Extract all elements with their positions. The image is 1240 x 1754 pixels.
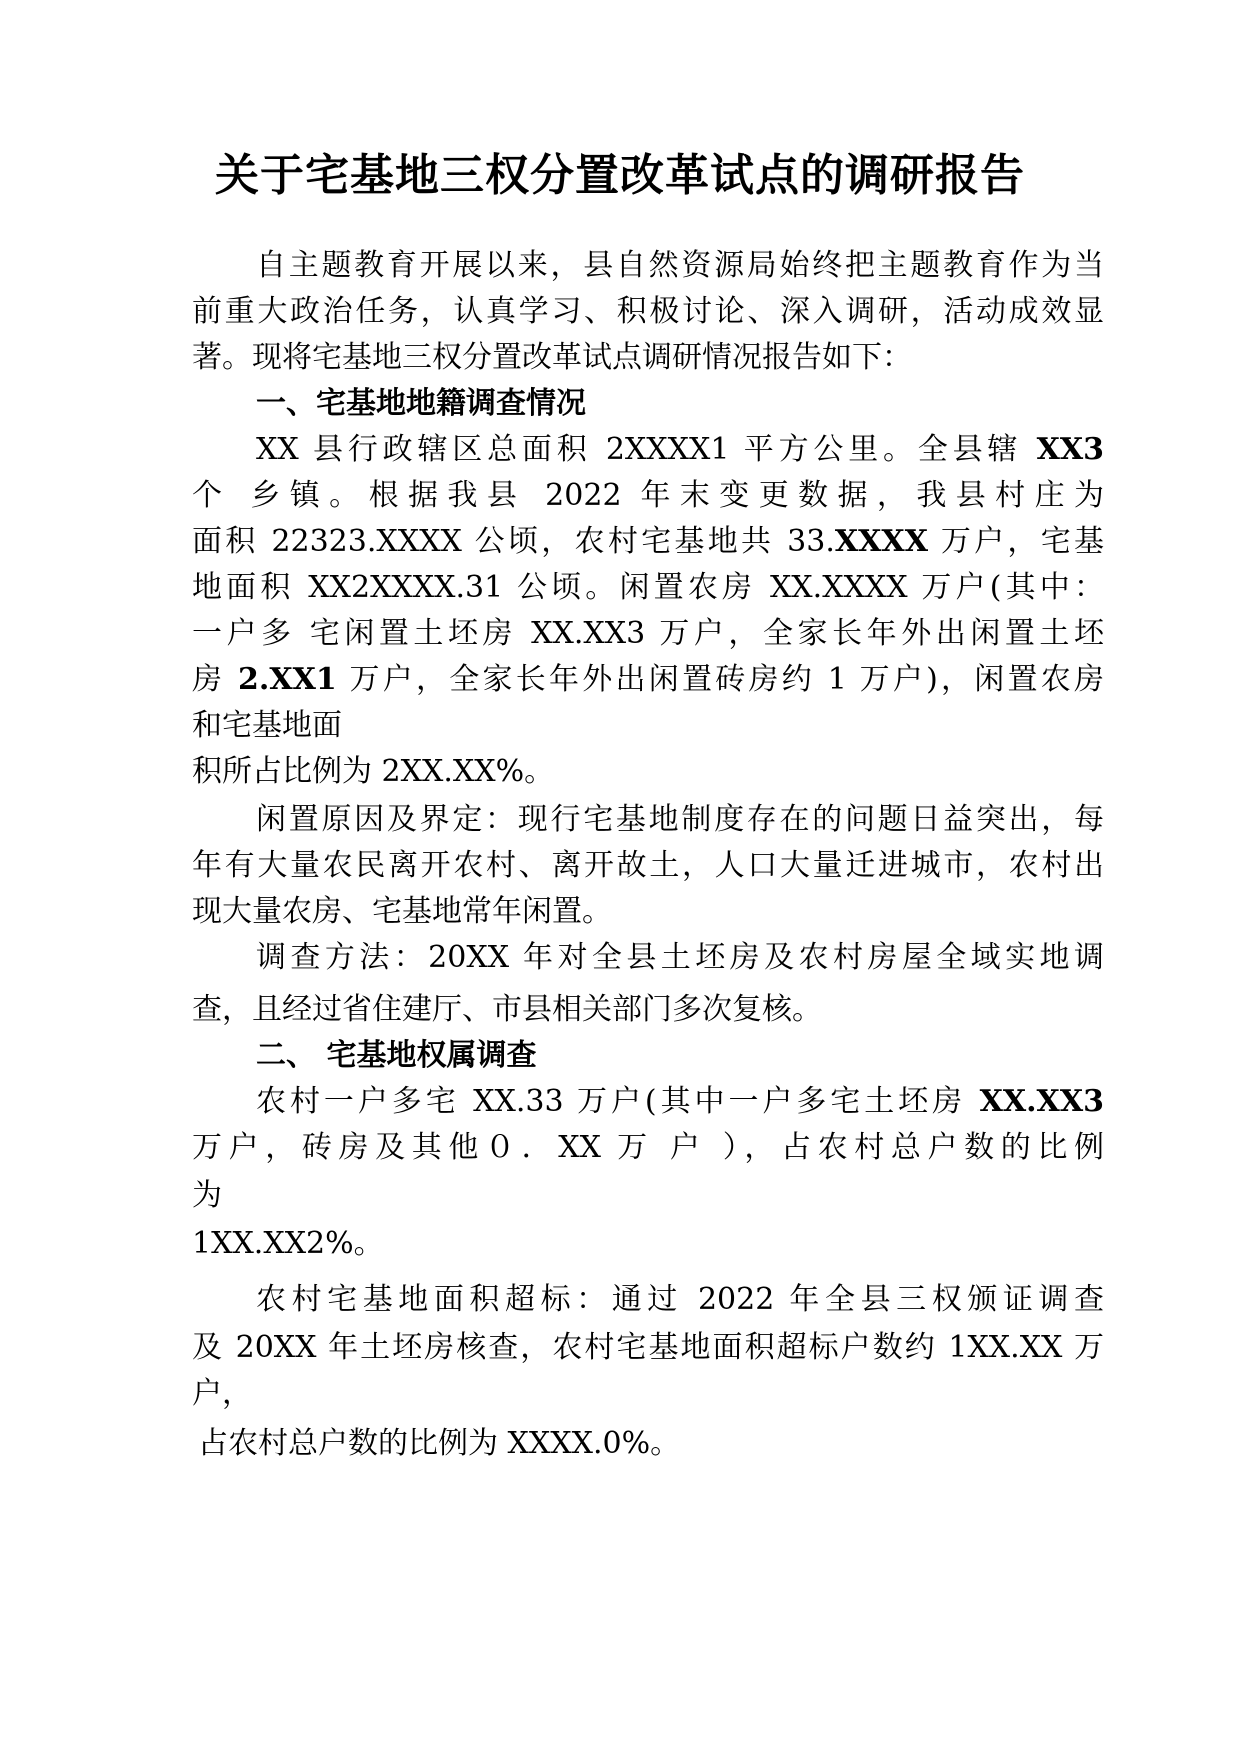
bold-text-run: 2.XX1 <box>238 662 337 697</box>
section1-p1-line-3 <box>192 522 1104 562</box>
section1-p3-line-2: 查，且经过省住建厅、市县相关部门多次复核。 <box>192 992 822 1027</box>
section1-p1-line-4: 地面积 XX2XXXX.31 公顷。闲置农房 XX.XXXX 万户(其中： <box>192 570 1104 605</box>
bold-text-run: XXXX <box>834 524 928 559</box>
section2-p2-line-3: 户， <box>192 1376 252 1411</box>
section1-p1-line-5: 一户多 宅闲置土坯房 XX.XX3 万户，全家长年外出闲置土坯 <box>192 616 1104 651</box>
section2-p1-line-1 <box>256 1082 1104 1122</box>
intro-line-3: 著。现将宅基地三权分置改革试点调研情况报告如下： <box>192 340 912 375</box>
text-run: 万户，全家长年外出闲置砖房约 1 万户)，闲置农房 <box>336 662 1104 697</box>
section2-p2-line-2: 及 20XX 年土坯房核查，农村宅基地面积超标户数约 1XX.XX 万 <box>192 1330 1104 1365</box>
section1-p2-line-3: 现大量农房、宅基地常年闲置。 <box>192 894 612 929</box>
section1-p1-line-2: 个 乡镇。根据我县 2022 年末变更数据，我县村庄为 <box>192 478 1104 513</box>
section1-p1-line-8: 积所占比例为 2XX.XX%。 <box>192 754 555 789</box>
section1-heading: 一、宅基地地籍调查情况 <box>256 386 586 421</box>
section2-p1-line-3: 为 <box>192 1178 222 1213</box>
intro-line-2: 前重大政治任务，认真学习、积极讨论、深入调研，活动成效显 <box>192 294 1104 329</box>
section2-heading: 二、 宅基地权属调查 <box>256 1038 537 1073</box>
text-run: 农村一户多宅 XX.33 万户(其中一户多宅土坯房 <box>256 1084 980 1119</box>
document-title: 关于宅基地三权分置改革试点的调研报告 <box>215 150 1025 201</box>
bold-text-run: XX.XX3 <box>979 1084 1104 1119</box>
intro-line-1: 自主题教育开展以来，县自然资源局始终把主题教育作为当 <box>256 248 1104 283</box>
section1-p2-line-2: 年有大量农民离开农村、离开故土，人口大量迁进城市，农村出 <box>192 848 1104 883</box>
section1-p3-line-1: 调查方法：20XX 年对全县土坯房及农村房屋全域实地调 <box>256 940 1104 975</box>
section2-p2-line-4: 占农村总户数的比例为 XXXX.0%。 <box>198 1426 681 1461</box>
section2-p1-line-4: 1XX.XX2%。 <box>192 1226 384 1261</box>
section1-p1-line-6 <box>192 660 1104 700</box>
section2-p2-line-1: 农村宅基地面积超标：通过 2022 年全县三权颁证调查 <box>256 1282 1104 1317</box>
bold-text-run: XX3 <box>1036 432 1104 467</box>
section1-p1-line-7: 和宅基地面 <box>192 708 342 743</box>
text-run: 房 <box>192 662 239 697</box>
section2-p1-line-2: 万户，砖房及其他０．XX 万 户 ），占农村总户数的比例 <box>192 1130 1104 1165</box>
section1-p1-line-1 <box>256 430 1104 470</box>
text-run: 面积 22323.XXXX 公顷，农村宅基地共 33. <box>192 524 835 559</box>
section1-p2-line-1: 闲置原因及界定：现行宅基地制度存在的问题日益突出，每 <box>256 802 1104 837</box>
text-run: XX 县行政辖区总面积 2XXXX1 平方公里。全县辖 <box>256 432 1037 467</box>
text-run: 万户，宅基 <box>927 524 1105 559</box>
